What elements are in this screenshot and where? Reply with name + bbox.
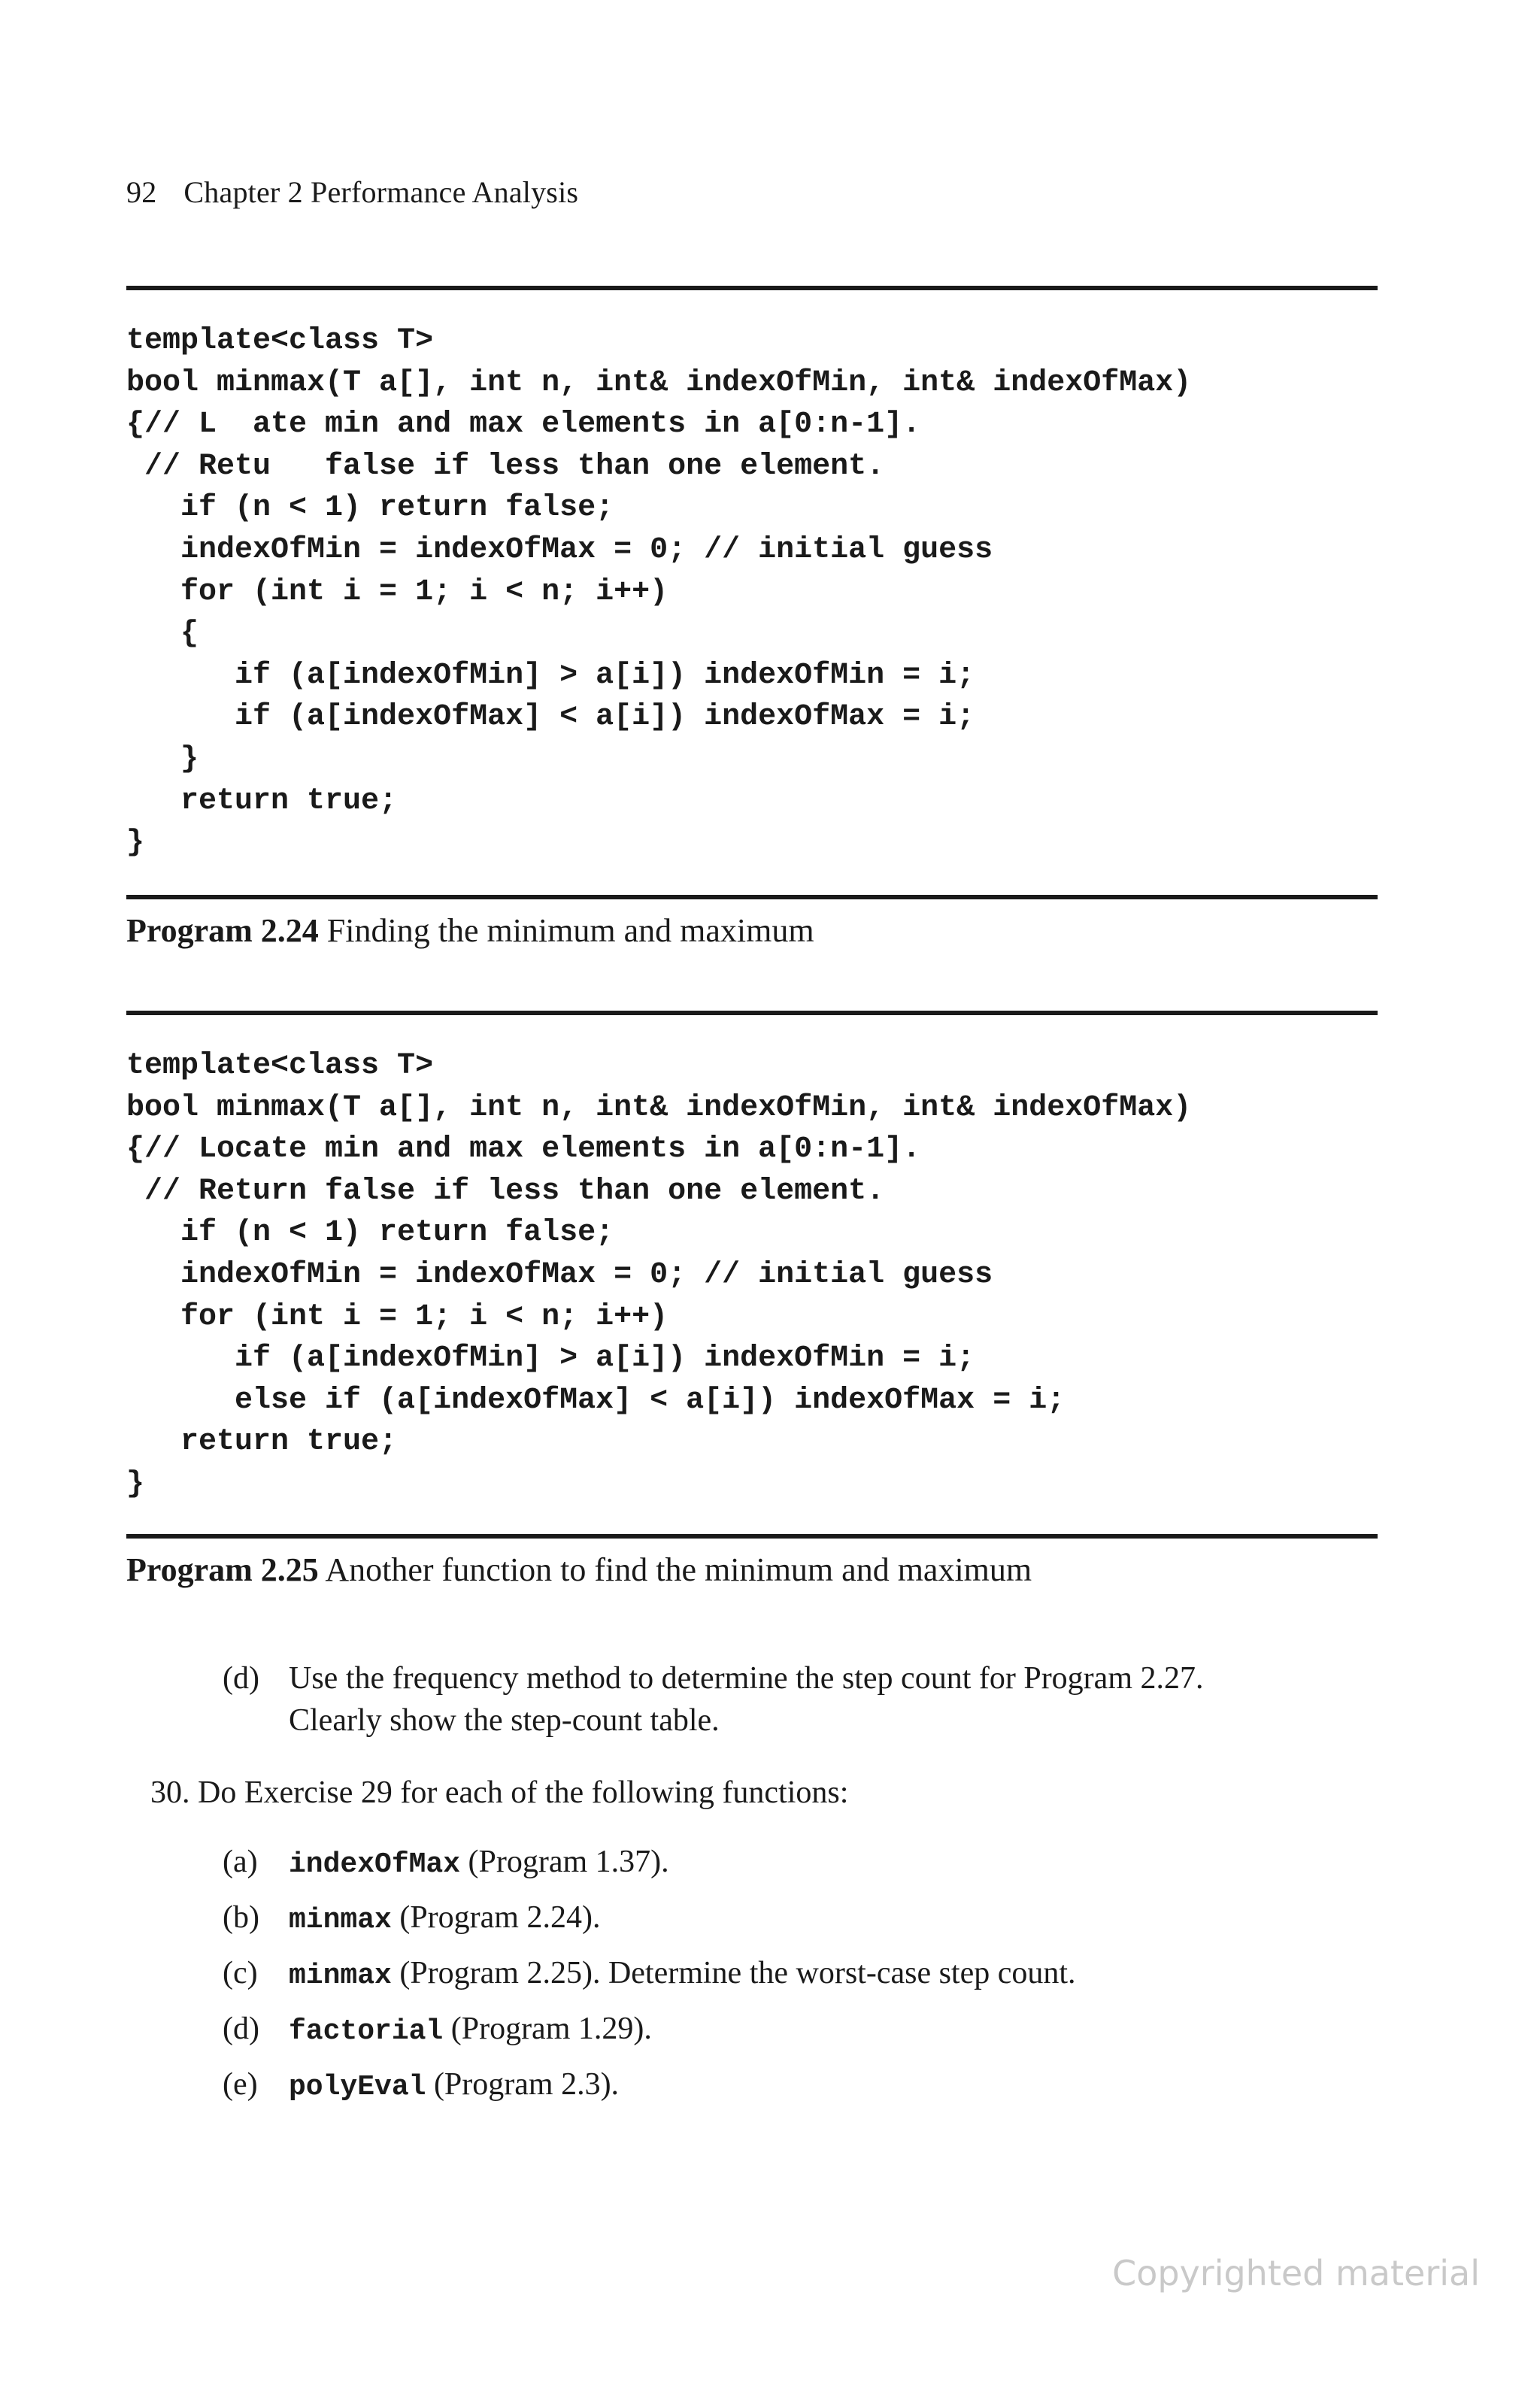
function-name: minmax: [289, 1960, 392, 1992]
program-225-caption: [126, 1551, 1032, 1589]
code-line: if (a[indexOfMin] > a[i]) indexOfMin = i;: [126, 658, 975, 693]
code-line: return true;: [126, 1425, 398, 1460]
exercise-30: [150, 1772, 848, 1814]
code-line: if (n < 1) return false;: [126, 1216, 614, 1251]
exercise-29d: [223, 1657, 1203, 1742]
item-tag: (a): [223, 1845, 258, 1879]
caption-text: Another function to find the minimum and maximum: [318, 1551, 1032, 1588]
code-line: for (int i = 1; i < n; i++): [126, 575, 668, 609]
exercise-30-item-c: [223, 1952, 1076, 1997]
program-224-top-rule: [126, 286, 1378, 290]
program-224-caption: [126, 911, 814, 950]
item-tag: (d): [223, 2012, 259, 2046]
exercise-30-item-d: [223, 2008, 652, 2053]
page-number: 92: [126, 175, 157, 209]
code-line: }: [126, 826, 145, 860]
function-name: minmax: [289, 1904, 392, 1936]
item-text: (Program 1.29).: [443, 2012, 652, 2046]
code-line: {: [126, 617, 199, 651]
code-line: if (a[indexOfMax] < a[i]) indexOfMax = i;: [126, 700, 975, 735]
code-line: return true;: [126, 784, 398, 818]
function-name: polyEval: [289, 2071, 426, 2103]
code-line: {// Locate min and max elements in a[0:n-1].: [126, 1132, 921, 1167]
exercise-30-item-a: [223, 1841, 669, 1886]
item-text: (Program 2.3).: [426, 2067, 620, 2102]
code-line: for (int i = 1; i < n; i++): [126, 1299, 668, 1334]
program-224-code: [126, 320, 1191, 864]
item-text-continued: Clearly show the step-count table.: [289, 1703, 720, 1738]
copyright-watermark: Copyrighted material: [1112, 2253, 1480, 2294]
function-name: indexOfMax: [289, 1848, 461, 1881]
program-225-top-rule: [126, 1011, 1378, 1015]
code-line: }: [126, 741, 199, 776]
code-line: {// L ate min and max elements in a[0:n-1].: [126, 408, 921, 442]
exercise-text: Do Exercise 29 for each of the following functions:: [198, 1775, 849, 1810]
program-225-code: [126, 1045, 1191, 1505]
program-225-bottom-rule: [126, 1534, 1378, 1539]
item-text: Use the frequency method to determine the step count for Program 2.27.: [289, 1661, 1204, 1696]
code-line: bool minmax(T a[], int n, int& indexOfMin, int& indexOfMax): [126, 365, 1192, 400]
running-head: [126, 174, 578, 210]
code-line: // Retu false if less than one element.: [126, 449, 885, 484]
code-line: else if (a[indexOfMax] < a[i]) indexOfMax = i;: [126, 1383, 1066, 1417]
item-text: (Program 1.37).: [460, 1845, 669, 1879]
code-line: if (n < 1) return false;: [126, 491, 614, 526]
item-text: (Program 2.25). Determine the worst-case step count.: [391, 1956, 1076, 1990]
function-name: factorial: [289, 2015, 444, 2048]
exercise-number: 30.: [150, 1775, 190, 1810]
caption-text: Finding the minimum and maximum: [318, 912, 814, 949]
item-tag: (b): [223, 1900, 259, 1935]
code-line: indexOfMin = indexOfMax = 0; // initial guess: [126, 1257, 993, 1292]
exercise-30-item-e: [223, 2063, 619, 2109]
running-title: Chapter 2 Performance Analysis: [183, 175, 579, 209]
code-line: indexOfMin = indexOfMax = 0; // initial guess: [126, 532, 993, 567]
code-line: // Return false if less than one element.: [126, 1174, 885, 1208]
exercise-30-item-b: [223, 1896, 600, 1942]
code-line: if (a[indexOfMin] > a[i]) indexOfMin = i;: [126, 1342, 975, 1376]
caption-label: Program 2.25: [126, 1551, 319, 1588]
code-line: template<class T>: [126, 1049, 434, 1083]
item-tag: (e): [223, 2067, 258, 2102]
code-line: bool minmax(T a[], int n, int& indexOfMin, int& indexOfMax): [126, 1090, 1192, 1125]
item-tag: (d): [223, 1661, 259, 1696]
item-text: (Program 2.24).: [391, 1900, 601, 1935]
item-tag: (c): [223, 1956, 258, 1990]
code-line: template<class T>: [126, 324, 434, 358]
program-224-bottom-rule: [126, 895, 1378, 899]
caption-label: Program 2.24: [126, 912, 319, 949]
code-line: }: [126, 1466, 145, 1501]
